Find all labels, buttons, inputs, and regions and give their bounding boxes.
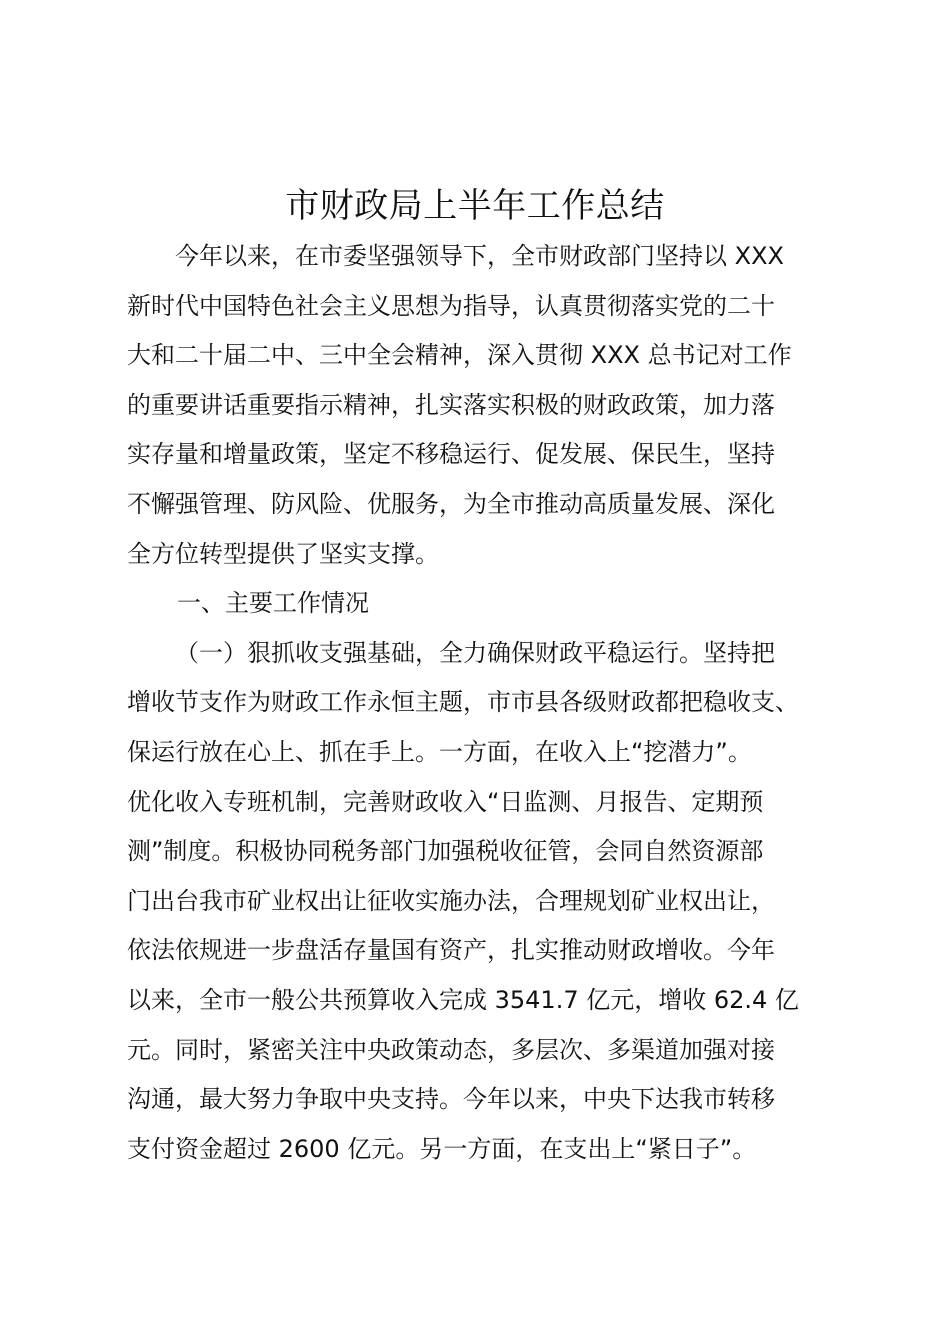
text-line: 依法依规进一步盘活存量国有资产，扎实推动财政增收。今年 — [127, 936, 775, 965]
text-line: 测”制度。积极协同税务部门加强税收征管，会同自然资源部 — [127, 837, 764, 866]
text-line: 全方位转型提供了坚实支撑。 — [127, 539, 439, 568]
text-line: 新时代中国特色社会主义思想为指导，认真贯彻落实党的二十 — [127, 291, 775, 320]
document-body — [127, 232, 839, 1174]
text-line: 的重要讲话重要指示精神，扎实落实积极的财政政策，加力落 — [127, 390, 775, 419]
text-line: 增收节支作为财政工作永恒主题，市市县各级财政都把稳收支、 — [127, 688, 799, 717]
text-line: 以来，全市一般公共预算收入完成 3541.7 亿元，增收 62.4 亿 — [127, 985, 799, 1014]
text-line: 沟通，最大努力争取中央支持。今年以来，中央下达我市转移 — [127, 1085, 775, 1114]
section-heading-text: 一、主要工作情况 — [177, 589, 369, 618]
text-line: 实存量和增量政策，坚定不移稳运行、促发展、保民生，坚持 — [127, 440, 775, 469]
work-paragraph — [127, 629, 839, 1175]
text-line: 优化收入专班机制，完善财政收入“日监测、月报告、定期预 — [127, 787, 764, 816]
text-line: 门出台我市矿业权出让征收实施办法，合理规划矿业权出让， — [127, 886, 775, 915]
text-line: 今年以来，在市委坚强领导下，全市财政部门坚持以 XXX — [175, 242, 784, 270]
text-line: 保运行放在心上、抓在手上。一方面，在收入上“挖潜力”。 — [127, 737, 752, 766]
document-title: 市财政局上半年工作总结 — [285, 186, 665, 226]
text-line: 支付资金超过 2600 亿元。另一方面，在支出上“紧日子”。 — [127, 1134, 757, 1163]
text-line: 元。同时，紧密关注中央政策动态，多层次、多渠道加强对接 — [127, 1035, 775, 1064]
text-line: 大和二十届二中、三中全会精神，深入贯彻 XXX 总书记对工作 — [127, 341, 792, 370]
intro-paragraph — [127, 232, 839, 579]
section-heading — [127, 579, 839, 629]
text-line: 不懈强管理、防风险、优服务，为全市推动高质量发展、深化 — [127, 489, 775, 518]
text-line: （一）狠抓收支强基础，全力确保财政平稳运行。坚持把 — [175, 638, 775, 667]
